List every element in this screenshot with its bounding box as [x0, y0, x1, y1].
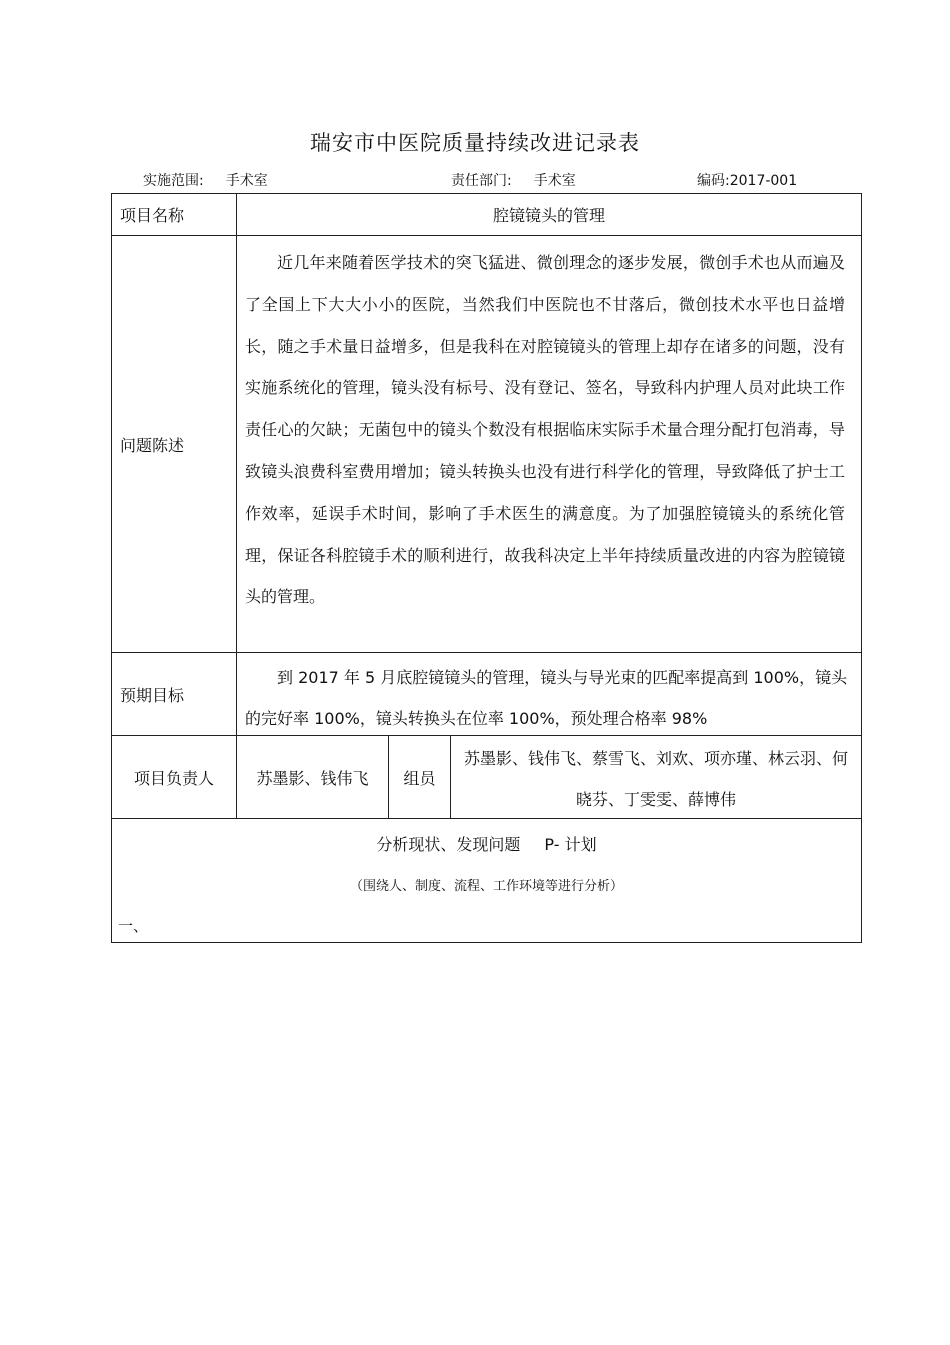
problem-label: 问题陈述: [120, 435, 185, 455]
problem-label-cell: [111, 235, 237, 653]
meta-scope: [143, 170, 268, 190]
plan-section: [111, 818, 862, 943]
meta-code: [697, 170, 797, 190]
plan-title-line: [112, 832, 861, 855]
problem-text: 近几年来随着医学技术的突飞猛进、微创理念的逐步发展，微创手术也从而遍及了全国上下大大小小的医院，当然我们中医院也不甘落后，微创技术水平也日益增长，随之手术量日益增多，但是我科在对腔镜镜头的管理上却存在诸多的问题，没有实施系统化的管理，镜头没有标号、没有登记、签名，导致科内护理人员对此块工作责任心的欠缺；无菌包中的镜头个数没有根据临床实际手术量合理分配打包消毒，导致镜头浪费科室费用增加；镜头转换头也没有进行科学化的管理，导致降低了护士工作效率，延误手术时间，影响了手术医生的满意度。为了加强腔镜镜头的系统化管理，保证各科腔镜手术的顺利进行，故我科决定上半年持续质量改进的内容为腔镜镜头的管理。: [245, 253, 845, 607]
department-label: 责任部门:: [451, 173, 512, 189]
code-value: 2017-001: [729, 173, 798, 189]
project-name-label: 项目名称: [120, 206, 185, 225]
scope-value: 手术室: [225, 173, 268, 189]
project-name-value: 腔镜镜头的管理: [492, 206, 605, 225]
member-label: 组员: [403, 768, 436, 788]
plan-title: 分析现状、发现问题: [376, 835, 521, 854]
project-name-value-cell: [236, 193, 862, 236]
leader-value-cell: [236, 735, 389, 819]
code-label: 编码:: [697, 173, 730, 189]
goal-label: 预期目标: [120, 685, 185, 705]
member-value-cell: [450, 735, 862, 819]
member-value: 苏墨影、钱伟飞、蔡雪飞、刘欢、项亦瑾、林云羽、何晓芬、丁雯雯、薛博伟: [463, 749, 848, 809]
plan-subtitle: （围绕人、制度、流程、工作环境等进行分析）: [349, 879, 623, 894]
scope-label: 实施范围:: [143, 173, 204, 189]
problem-text-cell: [236, 235, 862, 653]
plan-phase: P- 计划: [544, 835, 597, 854]
meta-department: [451, 170, 576, 190]
goal-label-cell: [111, 652, 237, 736]
plan-item-1: 一、: [118, 917, 149, 935]
leader-value: 苏墨影、钱伟飞: [256, 768, 369, 788]
goal-text-cell: [236, 652, 862, 736]
leader-label: 项目负责人: [133, 768, 214, 788]
department-value: 手术室: [533, 173, 576, 189]
project-name-label-cell: [111, 193, 237, 236]
page-title: 瑞安市中医院质量持续改进记录表: [310, 131, 640, 155]
member-label-cell: [388, 735, 451, 819]
leader-label-cell: [111, 735, 237, 819]
goal-text: 到 2017 年 5 月底腔镜镜头的管理，镜头与导光束的匹配率提高到 100%，镜头的完好率 100%，镜头转换头在位率 100%，预处理合格率 98%: [245, 668, 848, 728]
